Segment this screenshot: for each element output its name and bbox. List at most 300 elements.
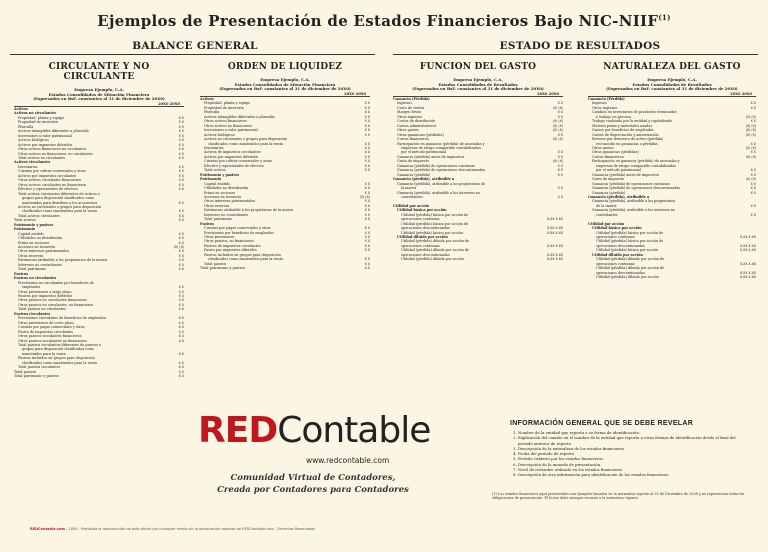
line-value: X X: [178, 262, 184, 267]
info-item: 8. Descripción de otra información para identificación de los estados financieros.: [518, 472, 750, 477]
line-label: Otras previsiones de corto plazo: [18, 320, 74, 325]
line-label: Ganancia (pérdida), atribuible a: [588, 194, 650, 199]
line-value: X X: [178, 142, 184, 147]
info-item: 5. Período cubierto por los estados financieros.: [518, 456, 750, 461]
line-value: X X: [364, 168, 370, 173]
line-label: Propiedad, planta y equipo: [204, 101, 251, 106]
line-value: X X: [178, 218, 184, 223]
line-label: Propiedad de inversión: [18, 120, 58, 125]
line-label: Ganancia (pérdida) de operaciones descontinuadas: [592, 186, 681, 191]
line-label: Ganancia (pérdida) de operaciones continuas: [592, 181, 671, 186]
line-label: Ganancia (pérdida), atribuible a los intereses no: [592, 208, 676, 213]
logo-url: www.redcontable.com: [306, 456, 390, 465]
line-label: Ganancia (Pérdida): [588, 96, 625, 101]
line-label: por el método patrimonial: [401, 150, 446, 155]
line-value: X X: [364, 230, 370, 235]
line-label: Activos por impuestos circulantes: [18, 173, 77, 178]
line-value: X X: [364, 248, 370, 253]
line-label: Costos financieros: [397, 137, 429, 142]
line-value: X X: [364, 141, 370, 146]
line-label: y trabajo en proceso: [596, 114, 632, 119]
line-value: X.XX X.XX: [546, 243, 563, 248]
line-value: X X: [178, 120, 184, 125]
line-label: Activos: [14, 106, 28, 111]
line-value: X X: [178, 213, 184, 218]
statement-column: [14, 62, 184, 379]
line-label: Total patrimonio: [18, 267, 47, 272]
line-label: Pasivos por impuestos diferidos: [18, 294, 73, 299]
line-label: Patrimonio y pasivos: [14, 222, 54, 227]
line-value: X X: [557, 194, 563, 199]
line-value: X X: [178, 249, 184, 254]
line-label: Patrimonio y pasivos: [200, 172, 240, 177]
line-label: Patrimonio: [200, 177, 222, 182]
line-value: X X: [178, 374, 184, 379]
info-list: [510, 430, 750, 478]
line-value: (X) (X): [552, 119, 563, 124]
line-value: (X) (X): [173, 245, 184, 250]
line-label: Otros pasivos no circulantes financieros: [18, 298, 87, 303]
line-value: (X) (X): [552, 123, 563, 128]
line-value: X X: [557, 186, 563, 191]
line-label: Prima en acciones: [204, 190, 236, 195]
statement-company: Empresa Ejemplo, C.A.: [647, 77, 697, 82]
statement-column: [200, 62, 370, 271]
line-label: Patrimonio atribuible a los propietarios de la matriz: [204, 208, 294, 213]
line-value: X X: [364, 186, 370, 191]
footer-text: - 2009 - Prohibida la reproducción de este afiche por cualquier medio sin la autorización expresa de REDContable.com - Derechos Reservados: [65, 527, 316, 531]
line-value: X X: [364, 145, 370, 150]
line-label: la matriz: [401, 186, 417, 191]
line-label: Inversiones a valor patrimonial: [204, 128, 258, 133]
line-label: Utilidad (pérdida) básica por acción de: [401, 212, 469, 217]
line-value: X X: [750, 150, 756, 155]
line-value: X X: [178, 285, 184, 290]
line-label: Utilidad (pérdida) básica por acción de: [596, 239, 664, 244]
year-header: 20X0 20X0: [393, 92, 563, 97]
line-label: Pasivo de impuestos circulantes: [18, 329, 73, 334]
line-label: Cuentas por pagar comerciales y otras: [204, 226, 271, 231]
line-label: empleados: [22, 285, 41, 290]
line-label: Total pasivos no circulantes: [18, 307, 66, 312]
year-header: 20X0 20X0: [14, 102, 184, 107]
line-label: Pasivos circulantes: [14, 311, 51, 316]
line-label: Otros activos circulantes financieros: [18, 178, 81, 183]
line-label: Total activos: [204, 168, 226, 173]
line-value: X X: [178, 298, 184, 303]
line-label: Utilidad (pérdida) básica por acción: [401, 230, 463, 235]
line-label: Ingresos: [397, 101, 412, 106]
line-value: X X: [750, 203, 756, 208]
info-box: [510, 420, 750, 478]
slogan-line-1: Comunidad Virtual de Contadores,: [230, 473, 396, 483]
line-label: Ganancia (pérdida), atribuible a los propietarios de: [397, 181, 486, 186]
line-label: Total activos no circulantes: [18, 155, 66, 160]
copyright-footer: [30, 527, 315, 531]
line-value: X X: [178, 325, 184, 330]
line-item: [200, 266, 370, 270]
line-label: Utilidad (pérdida) diluida por acción: [401, 257, 464, 262]
line-label: Otros activos no financieros, no circulantes: [18, 151, 93, 156]
balance-divider: [10, 54, 375, 55]
statement-subtitle: Estados Consolidados de Situación Financiera: [234, 81, 336, 87]
page-title: [0, 12, 768, 30]
line-label: operaciones descontinuadas: [401, 226, 450, 231]
line-value: X X: [178, 258, 184, 263]
statement-subtitle: Estados Consolidados de Situación Financiera: [48, 91, 150, 97]
line-label: Activos biológicos: [18, 138, 49, 143]
line-label: Otros pasivos, no financieros: [204, 239, 254, 244]
line-value: X X: [178, 289, 184, 294]
statement-lines: [14, 107, 184, 379]
title-text: Ejemplos de Presentación de Estados Financieros Bajo NIC-NIIF: [97, 12, 659, 30]
line-label: Pasivos incluidos en grupos para disposición: [204, 252, 281, 257]
line-label: clasificados como mantenidos para la venta: [22, 209, 97, 214]
line-label: Participación en ganancia (pérdida) de asociadas y: [592, 159, 680, 164]
line-label: Pasivos incluidos en grupos para disposición: [18, 356, 95, 361]
line-value: X X: [364, 190, 370, 195]
statement-note: (Expresados en BsF. constantes al 31 de diciembre de 20X0): [412, 86, 544, 92]
line-label: Otros activos circulantes no financieros: [18, 182, 87, 187]
line-label: Otros gastos: [397, 128, 419, 133]
line-value: X X: [178, 231, 184, 236]
line-value: X.XX X.XX: [546, 230, 563, 235]
line-label: Otros ingresos: [592, 105, 618, 110]
line-value: X X: [557, 168, 563, 173]
line-value: X X: [750, 168, 756, 173]
line-label: Utilidad diluida por acción: [397, 235, 448, 240]
line-item: [393, 257, 563, 261]
line-value: (X) (X): [552, 159, 563, 164]
line-label: Otras ganancias (pérdidas): [397, 132, 444, 137]
line-label: Capital emitido: [204, 181, 231, 186]
line-value: (X) (X): [552, 137, 563, 142]
line-label: operaciones continuas: [596, 235, 635, 240]
line-label: Total patrimonio y pasivos: [14, 374, 60, 379]
line-label: Otras ganancias (pérdidas): [592, 150, 639, 155]
line-value: X X: [750, 141, 756, 146]
year-header: 20X0 20X0: [588, 92, 756, 97]
line-label: Activos no circulantes o grupos para disposición: [204, 137, 288, 142]
line-label: Total activos circulantes diferentes de activos o: [18, 191, 100, 196]
statement-lines: [393, 97, 563, 262]
line-value: X.XX X.XX: [546, 252, 563, 257]
line-value: (X) (X): [745, 123, 756, 128]
line-label: Reverso por deterioro de activo (pérdida): [592, 137, 664, 142]
line-label: Activos no circulantes: [14, 111, 57, 116]
line-label: Utilidad básica por acción: [397, 208, 447, 213]
line-label: Otros activos financieros: [204, 119, 247, 124]
line-value: X.XX X.XX: [739, 235, 756, 240]
line-value: X X: [178, 129, 184, 134]
line-value: X.XX X.XX: [546, 226, 563, 231]
line-label: Activos no circulantes o grupos para disposición: [18, 204, 102, 209]
line-value: X X: [364, 114, 370, 119]
line-label: Gastos por beneficios de empleados: [592, 128, 654, 133]
line-value: X X: [178, 115, 184, 120]
line-value: X.XX X.XX: [739, 243, 756, 248]
line-value: (X) (X): [552, 128, 563, 133]
statement-note: (Expresados en BsF. constantes al 31 de diciembre de 20X0): [219, 86, 351, 92]
line-label: Ganancia (pérdida), atribuible a los intereses no: [397, 190, 481, 195]
column-heading: CIRCULANTE Y NO CIRCULANTE: [48, 62, 150, 82]
line-value: X X: [364, 123, 370, 128]
line-value: X X: [364, 105, 370, 110]
line-label: Utilidad diluida por acción: [592, 252, 643, 257]
line-label: Acciones en tesorería: [204, 194, 242, 199]
line-value: X.XX X.XX: [546, 257, 563, 262]
line-label: Otros intereses patrimoniales: [204, 199, 256, 204]
line-label: Ganancia (pérdida), atribuible a: [393, 177, 455, 182]
logo-wordmark: [198, 410, 430, 451]
line-label: Efectivo y equivalentes de efectivo: [204, 163, 264, 168]
footnote: (1) Los estados financieros aquí presentados son ejemplos basados en la normativa vigente al 31 de Diciembre de 2008 y no representan todas las obligaciones de presentación. El lector debe siempre recurrir a la normativa vigente.: [492, 492, 745, 501]
line-label: operaciones descontinuadas: [596, 243, 645, 248]
line-value: X X: [178, 209, 184, 214]
line-label: Activos intangibles diferentes a plusvalía: [204, 114, 275, 119]
line-value: X.XX X.XX: [546, 217, 563, 222]
line-value: X X: [178, 253, 184, 258]
line-label: Total pasivos circulantes: [18, 365, 61, 370]
line-value: X X: [557, 150, 563, 155]
info-item: 7. Nivel de redondeo utilizado en los estados financieros.: [518, 467, 750, 472]
line-label: Intereses no controlantes: [204, 212, 248, 217]
line-value: X X: [364, 199, 370, 204]
line-label: Ganancia (pérdida) de operaciones descontinuadas: [397, 168, 486, 173]
line-value: X X: [364, 132, 370, 137]
line-label: grupos para disposición clasificados como: [22, 196, 95, 201]
line-label: Intereses no controlantes: [18, 262, 62, 267]
line-label: Utilidad (pérdida) diluida por acción de: [596, 266, 665, 271]
line-label: Inversiones a valor patrimonial: [18, 133, 72, 138]
info-item: 2. Explicación del cambio en el nombre de la entidad que reporta u otras formas de identificación desde el final del período anterior de reporte.: [518, 435, 750, 446]
line-value: X X: [750, 101, 756, 106]
line-item: [14, 374, 184, 378]
line-value: X X: [178, 236, 184, 241]
line-value: (X) (X): [745, 132, 756, 137]
line-value: X X: [178, 200, 184, 205]
line-label: Activos de impuestos circulantes: [204, 150, 261, 155]
line-label: Efectivo y equivalentes de efectivo: [18, 187, 78, 192]
line-label: Ingresos: [592, 101, 607, 106]
line-label: Utilidad (pérdida) básica por acción: [596, 248, 658, 253]
line-value: X X: [178, 124, 184, 129]
line-value: X X: [750, 190, 756, 195]
line-value: X X: [364, 208, 370, 213]
line-value: X X: [557, 163, 563, 168]
resultados-divider: [393, 54, 758, 55]
line-value: X X: [750, 181, 756, 186]
line-label: Plusvalía: [204, 110, 220, 115]
line-label: grupos para disposición clasificados como: [22, 347, 95, 352]
balance-heading: BALANCE GENERAL: [132, 40, 258, 52]
logo-contable: Contable: [277, 410, 431, 451]
statement-subtitle: Estados Consolidados de Resultados: [632, 81, 712, 87]
line-label: Activos por impuestos diferidos: [204, 154, 259, 159]
line-label: empresas de riesgo compartido contabilizadas: [596, 163, 676, 168]
line-label: Margen bruto: [397, 110, 421, 115]
line-label: operaciones descontinuadas: [401, 252, 450, 257]
line-label: Otras previsiones a largo plazo: [18, 289, 72, 294]
statement-lines: [588, 97, 756, 280]
line-label: mantenidos para la venta: [22, 351, 66, 356]
line-value: X X: [364, 181, 370, 186]
line-label: Otros intereses patrimoniales: [18, 249, 70, 254]
line-value: X X: [178, 187, 184, 192]
line-value: X X: [364, 239, 370, 244]
line-label: Otros activos financieros no circulantes: [18, 147, 87, 152]
line-label: Utilidad (pérdida) básica por acción de: [401, 221, 469, 226]
line-label: Total pasivos circulantes diferentes de pasivos e: [18, 343, 102, 347]
line-label: Materia prima y materiales usados: [592, 123, 652, 128]
logo-red: RED: [198, 410, 278, 451]
line-value: X X: [364, 128, 370, 133]
line-value: X X: [178, 138, 184, 143]
footer-brand: REDContable.com: [30, 527, 66, 531]
line-label: Ganancia (pérdida): [592, 190, 626, 195]
line-label: Otras previsiones: [204, 235, 235, 240]
redcontable-logo: [198, 410, 431, 520]
line-label: Utilidad por acción: [393, 203, 430, 208]
line-label: Utilidad básica por acción: [592, 226, 642, 231]
line-label: Propiedad de inversión: [204, 105, 244, 110]
line-value: X X: [557, 172, 563, 177]
statement-company: Empresa Ejemplo, C.A.: [453, 77, 503, 82]
line-label: Pasivos: [14, 271, 28, 276]
line-label: Otras reservas: [204, 203, 230, 208]
line-value: X X: [364, 150, 370, 155]
line-item: [588, 275, 756, 279]
info-item: 4. Fecha del período de reporte.: [518, 451, 750, 456]
line-label: Otros activos no financieros: [204, 123, 253, 128]
statement-note: (Expresados en BsF. constantes al 31 de diciembre de 20X0): [33, 96, 165, 102]
line-value: X X: [557, 110, 563, 115]
line-label: Otros pasivos circulantes no financieros: [18, 338, 87, 343]
line-label: Costos financieros: [592, 154, 624, 159]
line-label: Propiedad, planta y equipo: [18, 115, 65, 120]
line-value: X X: [364, 159, 370, 164]
line-label: clasificados como mantenidos para la venta: [208, 141, 283, 146]
line-label: Activos por impuestos diferidos: [18, 142, 73, 147]
line-value: X X: [178, 320, 184, 325]
line-value: (X) (X): [552, 105, 563, 110]
line-label: Prima en acciones: [18, 240, 50, 245]
line-label: Gasto de impuesto: [397, 159, 430, 164]
line-label: Previsiones circulantes de beneficios de empleados: [18, 316, 107, 321]
line-label: Pasivos: [200, 221, 214, 226]
line-label: Pasivos no circulantes: [14, 276, 57, 281]
line-value: X X: [178, 338, 184, 343]
line-label: Patrimonio: [14, 227, 36, 232]
line-value: X X: [364, 203, 370, 208]
line-value: X X: [178, 316, 184, 321]
line-label: Previsiones por beneficios de empleados: [204, 230, 274, 235]
info-heading: INFORMACIÓN GENERAL QUE SE DEBE REVELAR: [510, 420, 694, 427]
line-label: Pasivo por impuestos diferidos: [204, 248, 257, 253]
slogan-line-2: Creada por Contadores para Contadores: [217, 485, 409, 495]
line-label: Activos: [200, 96, 214, 101]
line-label: Cuentas por cobrar comerciales y otras: [204, 159, 273, 164]
line-label: Costo de ventas: [397, 105, 425, 110]
line-label: Total activos circulantes: [18, 213, 60, 218]
line-label: Pasivos de impuestos circulantes: [204, 243, 261, 248]
line-label: Ganancia (pérdida) antes de impuestos: [397, 154, 465, 159]
line-value: X X: [364, 257, 370, 262]
line-label: Plusvalía: [18, 124, 34, 129]
line-value: X X: [178, 267, 184, 272]
line-label: operaciones continuas: [596, 261, 635, 266]
line-label: controlantes: [596, 212, 618, 217]
line-value: X X: [557, 154, 563, 159]
info-item: 6. Descripción de la moneda de presentación.: [518, 462, 750, 467]
line-value: X X: [178, 151, 184, 156]
line-label: Ganancia (Pérdida): [393, 96, 430, 101]
line-label: Costos de distribución: [397, 119, 436, 124]
line-value: X X: [364, 235, 370, 240]
line-value: X X: [364, 266, 370, 271]
column-heading: NATURALEZA DEL GASTO: [603, 62, 741, 72]
line-label: por el método patrimonial: [596, 168, 641, 173]
line-label: empresas de riesgo compartido contabilizadas: [401, 145, 481, 150]
line-value: X X: [178, 182, 184, 187]
line-value: X X: [178, 294, 184, 299]
line-value: X X: [557, 132, 563, 137]
line-value: X X: [178, 147, 184, 152]
line-label: Gastos de depreciación y amortización: [592, 132, 659, 137]
line-value: X X: [750, 172, 756, 177]
line-label: Utilidad (pérdida) básica por acción de: [596, 230, 664, 235]
line-label: clasificados como mantenidos para la venta: [22, 360, 97, 365]
line-label: Ganancia (pérdida) antes de impuestos: [592, 172, 660, 177]
line-value: X X: [178, 351, 184, 356]
line-value: (X) (X): [745, 128, 756, 133]
statement-company: Empresa Ejemplo, C.A.: [260, 77, 310, 82]
line-value: X X: [364, 101, 370, 106]
line-label: Gasto de impuesto: [592, 177, 625, 182]
line-value: X X: [178, 307, 184, 312]
line-value: X X: [178, 173, 184, 178]
line-value: X X: [364, 243, 370, 248]
line-value: X X: [178, 133, 184, 138]
line-value: X.XX X.XX: [739, 275, 756, 280]
line-label: Otros pasivos circulantes financieros: [18, 334, 82, 339]
statement-company: Empresa Ejemplo, C.A.: [74, 87, 124, 92]
line-label: Utilidad (pérdida) diluida por acción de: [596, 257, 665, 262]
year-header: 20X0 20X0: [200, 92, 370, 97]
line-value: X X: [750, 105, 756, 110]
line-label: Cuentas por pagar comerciales y otras: [18, 325, 85, 330]
line-label: Ganancia (pérdida) de operaciones continuas: [397, 163, 476, 168]
statement-column: [393, 62, 563, 262]
line-label: Cuentas por cobrar comerciales y otras: [18, 169, 87, 174]
line-value: X X: [364, 110, 370, 115]
resultados-heading: ESTADO DE RESULTADOS: [499, 40, 661, 52]
line-label: reconocido en ganancias o pérdidas: [596, 141, 658, 146]
line-value: X X: [178, 164, 184, 169]
line-value: X X: [364, 217, 370, 222]
line-label: Utilidades no distribuidas: [18, 236, 63, 241]
line-label: mantenidos para distribuir a los accionistas: [22, 200, 98, 205]
line-value: X X: [750, 212, 756, 217]
line-value: X X: [364, 226, 370, 231]
line-label: Otros pasivos no circulantes, no financieros: [18, 302, 94, 307]
statement-lines: [200, 97, 370, 271]
line-label: Utilidad (pérdida) diluida por acción de: [401, 239, 470, 244]
line-value: (X) (X): [359, 194, 370, 199]
line-value: X X: [364, 154, 370, 159]
line-label: Total activos: [14, 218, 36, 223]
line-label: Inventarios: [204, 145, 224, 150]
